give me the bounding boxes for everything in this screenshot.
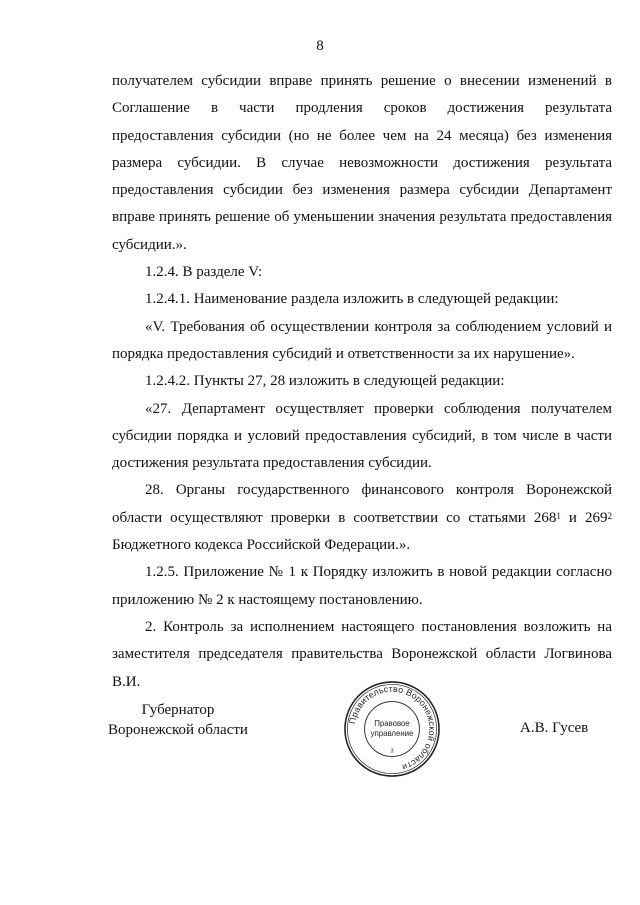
- document-body: [112, 68, 612, 696]
- signatory-title: [108, 700, 248, 740]
- superscript: 2: [607, 510, 613, 521]
- stamp-center-text: управление: [370, 728, 414, 738]
- paragraph: «27. Департамент осуществляет проверки соблюдения получателем субсидии порядка и условий предоставления субсидий, в том числе в части достижения результата предоставления субсидии.: [112, 400, 612, 472]
- paragraph: 1.2.4.2. Пункты 27, 28 изложить в следующей редакции:: [145, 373, 505, 390]
- signatory-name: А.В. Гусев: [520, 720, 589, 736]
- page-number: 8: [316, 38, 324, 54]
- stamp-center-text: Правовое: [374, 719, 410, 729]
- signatory-title-line: Губернатор: [141, 702, 215, 718]
- signatory-title-line: Воронежской области: [108, 722, 248, 738]
- stamp-ring-text: Правительство Воронежской области: [347, 683, 438, 773]
- official-stamp: [343, 680, 441, 778]
- paragraph-28-after: Бюджетного кодекса Российской Федерации.».: [112, 537, 411, 554]
- stamp-bottom-mark: 3: [390, 748, 394, 755]
- paragraph: получателем субсидии вправе принять решение о внесении изменений в Соглашение в части продления сроков достижения результата предоставления субсидии (но не более чем на 24 месяца) без изменения размера субсидии. В случае невозможности достижения результата предоставления субсидии без изменения размера субсидии Департамент вправе принять решение об уменьшении значения результата предоставления субсидии.».: [112, 73, 612, 253]
- paragraph: «V. Требования об осуществлении контроля за соблюдением условий и порядка предоставления субсидий и ответственности за их нарушение».: [112, 318, 612, 362]
- paragraph: 1.2.4. В разделе V:: [145, 264, 263, 281]
- paragraph-28-middle: и 269: [560, 509, 608, 526]
- paragraph-28: [112, 477, 612, 559]
- paragraph-28-before: 28. Органы государственного финансового контроля Воронежской области осуществляют проверки в соответствии со статьями 268: [112, 482, 612, 526]
- superscript: 1: [556, 510, 561, 521]
- paragraph: 1.2.4.1. Наименование раздела изложить в следующей редакции:: [145, 291, 559, 308]
- paragraph: 1.2.5. Приложение № 1 к Порядку изложить в новой редакции согласно приложению № 2 к настоящему постановлению.: [112, 564, 612, 608]
- paragraph: 2. Контроль за исполнением настоящего постановления возложить на заместителя председателя правительства Воронежской области Логвинова В.И.: [112, 618, 612, 690]
